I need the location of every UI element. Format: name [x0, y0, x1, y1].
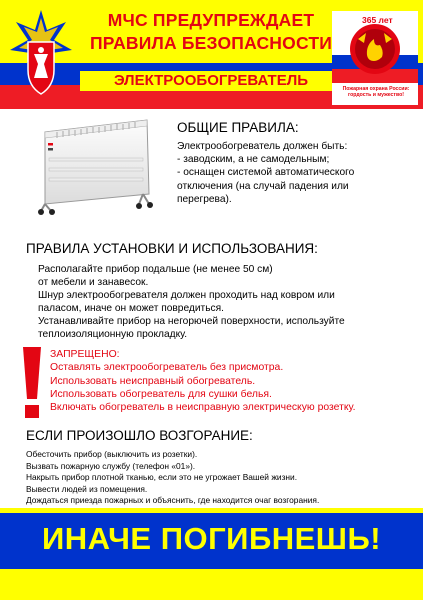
caption-line-1: Пожарная охрана России:	[342, 86, 410, 92]
fire-action-line: Вывести людей из помещения.	[26, 483, 148, 494]
fire-action-line: Вызвать пожарную службу (телефон «01»).	[26, 460, 196, 471]
forbidden-item: Использовать обогреватель для сушки белья.	[50, 388, 272, 400]
install-rule-line: Устанавливайте прибор на негорючей поверхности, используйте	[38, 316, 345, 328]
install-rule-line: от мебели и занавесок.	[38, 277, 149, 289]
electric-heater-image	[35, 112, 157, 216]
install-rule-line: Шнур электрообогревателя должен проходить над ковром или	[38, 290, 335, 302]
exclamation-icon	[20, 345, 44, 420]
fire-action-line: Накрыть прибор плотной тканью, если это не угрожает Вашей жизни.	[26, 472, 298, 483]
install-rule-line: Располагайте прибор подальше (не менее 50 см)	[38, 264, 273, 275]
general-rule-line: - оснащен системой автоматического	[177, 167, 355, 179]
anniversary-label: 365 лет	[362, 15, 393, 25]
forbidden-item: Оставлять электрообогреватель без присмотра.	[50, 362, 284, 374]
poster-subject: ЭЛЕКТРООБОГРЕВАТЕЛЬ	[80, 71, 342, 91]
general-rules-title: ОБЩИЕ ПРАВИЛА:	[177, 120, 299, 135]
install-rules-text	[38, 263, 398, 342]
fire-protection-caption	[333, 86, 419, 98]
header-line-1: МЧС ПРЕДУПРЕЖДАЕТ	[107, 10, 315, 30]
general-rules-text	[177, 140, 409, 206]
fire-action-line: Обесточить прибор (выключить из розетки).	[26, 449, 198, 459]
general-rule-line: - заводским, а не самодельным;	[177, 154, 330, 166]
fire-action-line: Дождаться приезда пожарных и объяснить, где находится очаг возгорания.	[26, 495, 320, 506]
install-rule-line: паласом, иначе он может повредиться.	[38, 303, 224, 315]
forbidden-section	[50, 348, 415, 414]
caption-line-2: гордость и мужество!	[348, 92, 404, 98]
header-line-2: ПРАВИЛА БЕЗОПАСНОСТИ	[89, 33, 333, 53]
install-rules-title: ПРАВИЛА УСТАНОВКИ И ИСПОЛЬЗОВАНИЯ:	[26, 241, 318, 256]
fire-actions-title: ЕСЛИ ПРОИЗОШЛО ВОЗГОРАНИЕ:	[26, 428, 253, 443]
general-rule-line: Электрообогреватель должен быть:	[177, 141, 348, 152]
fire-actions-text	[26, 449, 406, 507]
install-rule-line: теплоизоляционную прокладку.	[38, 329, 188, 341]
forbidden-item: Использовать неисправный обогреватель.	[50, 375, 256, 387]
forbidden-item: Включать обогреватель в неисправную электрическую розетку.	[50, 402, 356, 414]
mchs-emblem-icon	[8, 8, 74, 103]
general-rule-line: отключения (на случай падения или	[177, 180, 349, 192]
general-rule-line: перегрева).	[177, 193, 232, 205]
footer-warning: ИНАЧЕ ПОГИБНЕШЬ!	[41, 521, 382, 556]
forbidden-title: ЗАПРЕЩЕНО:	[50, 349, 120, 360]
